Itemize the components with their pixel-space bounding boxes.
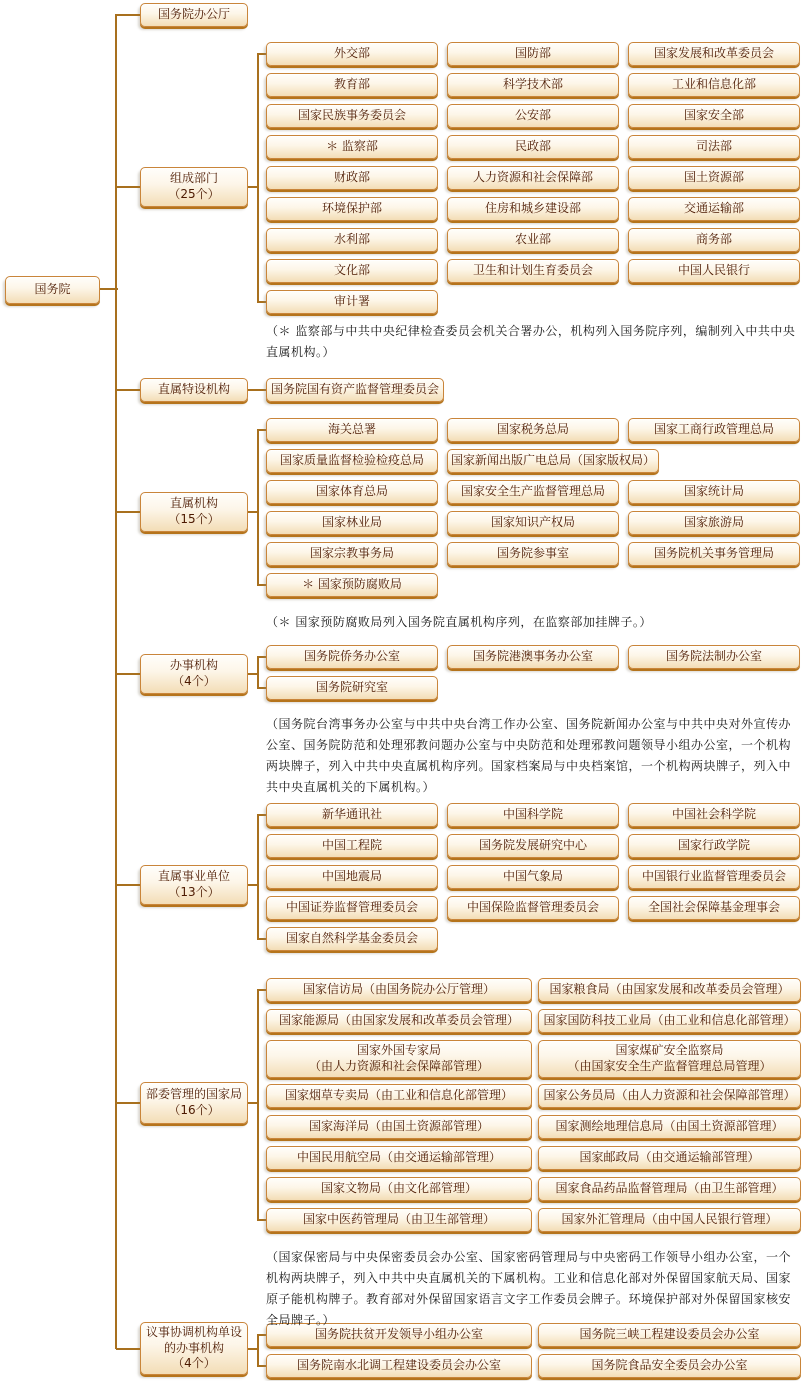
org-node-zhishu-3	[628, 418, 800, 442]
org-node-buwei-14-text: 国家食品药品监督管理局（由卫生部管理）	[555, 1181, 784, 1196]
org-node-zucheng-3	[628, 42, 800, 66]
org-node-zucheng-5-text: 科学技术部	[502, 77, 563, 92]
org-node-buwei-15-text: 国家中医药管理局（由卫生部管理）	[302, 1212, 495, 1227]
org-node-zucheng-23	[447, 259, 619, 283]
footnote-note3: （国务院台湾事务办公室与中共中央台湾工作办公室、国务院新闻办公室与中共中央对外宣传办公室、国务院防范和处理邪教问题办公室与中央防范和处理邪教问题领导小组办公室，一个机构两块牌子，列入中共中央直属机构序列。国家档案局与中央档案馆，一个机构两块牌子，列入中共中央直属机关的下属机构。）	[266, 717, 792, 794]
org-node-zhishu-8	[628, 480, 800, 504]
org-node-zucheng-9-text: 国家安全部	[683, 108, 744, 123]
org-node-zucheng-14	[447, 166, 619, 190]
org-node-buwei-8-text: 国家公务员局（由人力资源和社会保障部管理）	[543, 1088, 796, 1103]
org-node-zhishu-9-text: 国家林业局	[321, 515, 382, 530]
org-node-zhishu-14-text: 国务院机关事务管理局	[653, 546, 774, 561]
branch-label-zucheng	[140, 167, 248, 207]
bracket-line-shiye	[257, 814, 259, 940]
org-node-yishi-3-text: 国务院南水北调工程建设委员会办公室	[296, 1358, 501, 1373]
org-node-zhishu-13-text: 国务院参事室	[496, 546, 569, 561]
org-node-shiye-12	[628, 896, 800, 920]
bracket-bottom-corner	[258, 938, 266, 940]
bracket-top-corner	[258, 53, 266, 55]
org-node-buwei-12-text: 国家邮政局（由交通运输部管理）	[579, 1150, 760, 1165]
org-node-shiye-3	[628, 803, 800, 827]
org-node-zucheng-23-text: 卫生和计划生育委员会	[472, 263, 593, 278]
branch-label-banshi-text: （4个）	[172, 674, 216, 688]
bracket-bottom-corner	[258, 584, 266, 586]
branch-label-teshe-text: 直属特设机构	[157, 382, 230, 397]
org-node-zucheng-17	[447, 197, 619, 221]
org-node-zhishu-11	[628, 511, 800, 535]
org-node-shiye-10-text: 中国证券监督管理委员会	[285, 900, 418, 915]
org-node-zucheng-17-text: 住房和城乡建设部	[484, 201, 581, 216]
branch-label-zucheng-text: 组成部门	[169, 171, 218, 186]
bracket-top-corner	[258, 656, 266, 658]
branch-label-yishi-text: 议事协调机构单设的办事机构	[145, 1324, 242, 1355]
org-node-zucheng-22	[266, 259, 438, 283]
org-node-shiye-5-text: 国务院发展研究中心	[478, 838, 587, 853]
branch-stub-shiye	[116, 884, 140, 886]
org-node-buwei-5-text: （由人力资源和社会保障部管理）	[308, 1059, 489, 1073]
org-node-zucheng-16	[266, 197, 438, 221]
org-node-zucheng-24	[628, 259, 800, 283]
org-node-shiye-9	[628, 865, 800, 889]
branch-stub-teshe	[116, 389, 140, 391]
branch-label-shiye-text: （13个）	[168, 885, 220, 899]
org-node-zucheng-11	[447, 135, 619, 159]
bracket-top-corner	[258, 989, 266, 991]
org-node-zucheng-7	[266, 104, 438, 128]
branch-label-zhishu-text: （15个）	[168, 512, 220, 526]
footnote-note4: （国家保密局与中央保密委员会办公室、国家密码管理局与中央密码工作领导小组办公室，一个机构两块牌子，列入中共中央直属机关的下属机构。工业和信息化部对外保留国家航天局、国家原子能机构牌子。教育部对外保留国家语言文字工作委员会牌子。环境保护部对外保留国家核安全局牌子。）	[266, 1250, 792, 1327]
root-node-text: 国务院	[34, 282, 71, 297]
org-node-zhishu-2-text: 国家税务总局	[496, 422, 569, 437]
org-node-banshi-1	[266, 645, 438, 669]
org-node-zucheng-21-text: 商务部	[695, 232, 732, 247]
org-node-zucheng-10-text: ＊ 监察部	[326, 139, 378, 154]
bracket-top-corner	[258, 1334, 266, 1336]
org-node-zhishu-5	[447, 449, 659, 473]
org-node-buwei-9-text: 国家海洋局（由国土资源部管理）	[308, 1119, 489, 1134]
org-node-buwei-11-text: 中国民用航空局（由交通运输部管理）	[296, 1150, 501, 1165]
org-node-zhishu-10	[447, 511, 619, 535]
bracket-bottom-corner	[258, 301, 266, 303]
org-node-shiye-3-text: 中国社会科学院	[671, 807, 756, 822]
branch-stub-yishi	[116, 1348, 140, 1350]
org-node-zhishu-6-text: 国家体育总局	[315, 484, 388, 499]
org-node-shiye-5	[447, 834, 619, 858]
bracket-top-corner	[258, 814, 266, 816]
org-node-zucheng-15	[628, 166, 800, 190]
org-node-zucheng-8	[447, 104, 619, 128]
bracket-bottom-corner	[258, 1219, 266, 1221]
org-node-zucheng-20-text: 农业部	[514, 232, 551, 247]
org-node-buwei-4	[538, 1009, 801, 1033]
org-node-buwei-12	[538, 1146, 801, 1170]
org-node-zucheng-1	[266, 42, 438, 66]
org-node-buwei-9	[266, 1115, 532, 1139]
org-node-buwei-3-text: 国家能源局（由国家发展和改革委员会管理）	[278, 1013, 519, 1028]
org-node-banshi-4-text: 国务院研究室	[315, 680, 388, 695]
org-node-zhishu-4-text: 国家质量监督检验检疫总局	[279, 453, 424, 468]
org-node-shiye-6	[628, 834, 800, 858]
org-node-zucheng-4	[266, 73, 438, 97]
org-node-zucheng-4-text: 教育部	[333, 77, 370, 92]
org-node-zucheng-21	[628, 228, 800, 252]
org-node-shiye-4	[266, 834, 438, 858]
org-node-buwei-10	[538, 1115, 801, 1139]
org-node-zucheng-13	[266, 166, 438, 190]
bracket-line-zucheng	[257, 53, 259, 303]
org-node-zhishu-12	[266, 542, 438, 566]
org-node-zucheng-14-text: 人力资源和社会保障部	[472, 170, 593, 185]
org-node-zucheng-19	[266, 228, 438, 252]
org-node-teshe-1-text: 国务院国有资产监督管理委员会	[270, 382, 439, 397]
branch-label-shiye-text: 直属事业单位	[157, 869, 230, 884]
org-node-banshi-1-text: 国务院侨务办公室	[303, 649, 400, 664]
org-node-zhishu-12-text: 国家宗教事务局	[309, 546, 394, 561]
org-node-zhishu-2	[447, 418, 619, 442]
org-node-buwei-10-text: 国家测绘地理信息局（由国土资源部管理）	[555, 1119, 784, 1134]
branch-label-yishi	[140, 1322, 248, 1375]
org-node-shiye-9-text: 中国银行业监督管理委员会	[641, 869, 786, 884]
org-node-zucheng-22-text: 文化部	[333, 263, 370, 278]
org-node-zucheng-11-text: 民政部	[514, 139, 551, 154]
org-node-banshi-4	[266, 676, 438, 700]
org-node-buwei-7	[266, 1084, 532, 1108]
org-node-shiye-1-text: 新华通讯社	[321, 807, 382, 822]
bracket-bottom-corner	[258, 1365, 266, 1367]
org-node-banshi-2	[447, 645, 619, 669]
org-node-buwei-2-text: 国家粮食局（由国家发展和改革委员会管理）	[549, 982, 790, 997]
org-node-shiye-13-text: 国家自然科学基金委员会	[285, 931, 418, 946]
org-node-zhishu-5-text: 国家新闻出版广电总局（国家版权局）	[451, 453, 656, 468]
bracket-bottom-corner	[258, 687, 266, 689]
org-node-buwei-5-text: 国家外国专家局	[356, 1043, 441, 1058]
org-node-buwei-5	[266, 1040, 532, 1078]
org-node-zucheng-18	[628, 197, 800, 221]
org-node-zucheng-10	[266, 135, 438, 159]
org-node-zhishu-13	[447, 542, 619, 566]
org-node-zucheng-5	[447, 73, 619, 97]
org-node-zhishu-9	[266, 511, 438, 535]
org-node-buwei-13-text: 国家文物局（由文化部管理）	[320, 1181, 477, 1196]
bracket-line-yishi	[257, 1334, 259, 1367]
org-node-yishi-2-text: 国务院三峡工程建设委员会办公室	[579, 1327, 760, 1342]
child-stub-teshe	[248, 389, 266, 391]
org-node-zhishu-6	[266, 480, 438, 504]
org-node-yishi-1-text: 国务院扶贫开发领导小组办公室	[314, 1327, 483, 1342]
org-node-zhishu-8-text: 国家统计局	[683, 484, 744, 499]
org-node-teshe-1	[266, 378, 444, 402]
org-node-shiye-2-text: 中国科学院	[502, 807, 563, 822]
org-node-zucheng-1-text: 外交部	[333, 46, 370, 61]
org-node-shiye-11	[447, 896, 619, 920]
branch-label-bangongting	[140, 3, 248, 27]
org-node-zhishu-14	[628, 542, 800, 566]
org-node-buwei-7-text: 国家烟草专卖局（由工业和信息化部管理）	[284, 1088, 513, 1103]
branch-label-zucheng-text: （25个）	[168, 187, 220, 201]
org-node-shiye-1	[266, 803, 438, 827]
org-node-zucheng-2-text: 国防部	[514, 46, 551, 61]
branch-stub-bangongting	[116, 14, 140, 16]
org-node-zhishu-7	[447, 480, 619, 504]
org-node-zucheng-9	[628, 104, 800, 128]
org-node-zucheng-2	[447, 42, 619, 66]
org-node-zhishu-1	[266, 418, 438, 442]
org-node-shiye-12-text: 全国社会保障基金理事会	[647, 900, 780, 915]
branch-label-buwei-text: （16个）	[168, 1103, 220, 1117]
branch-label-zhishu-text: 直属机构	[169, 496, 218, 511]
trunk-line	[115, 14, 117, 1349]
org-node-buwei-6-text: 国家煤矿安全监察局	[615, 1043, 724, 1058]
org-node-zhishu-3-text: 国家工商行政管理总局	[653, 422, 774, 437]
org-node-buwei-14	[538, 1177, 801, 1201]
org-node-buwei-4-text: 国家国防科技工业局（由工业和信息化部管理）	[543, 1013, 796, 1028]
org-node-banshi-2-text: 国务院港澳事务办公室	[472, 649, 593, 664]
org-node-zhishu-4	[266, 449, 438, 473]
branch-stub-banshi	[116, 673, 140, 675]
org-node-buwei-13	[266, 1177, 532, 1201]
org-node-zucheng-25	[266, 290, 438, 314]
org-node-buwei-2	[538, 978, 801, 1002]
branch-stub-zhishu	[116, 511, 140, 513]
bracket-line-banshi	[257, 656, 259, 689]
org-node-buwei-3	[266, 1009, 532, 1033]
org-node-buwei-16-text: 国家外汇管理局（由中国人民银行管理）	[561, 1212, 778, 1227]
org-node-zucheng-13-text: 财政部	[333, 170, 370, 185]
org-node-zucheng-19-text: 水利部	[333, 232, 370, 247]
org-node-zhishu-10-text: 国家知识产权局	[490, 515, 575, 530]
org-node-shiye-6-text: 国家行政学院	[677, 838, 750, 853]
org-node-banshi-3	[628, 645, 800, 669]
org-node-zhishu-11-text: 国家旅游局	[683, 515, 744, 530]
org-node-buwei-6-text: （由国家安全生产监督管理总局管理）	[567, 1059, 772, 1073]
branch-label-buwei-text: 部委管理的国家局	[145, 1087, 242, 1102]
org-node-buwei-16	[538, 1208, 801, 1232]
org-node-banshi-3-text: 国务院法制办公室	[665, 649, 762, 664]
branch-label-banshi	[140, 654, 248, 694]
branch-label-buwei	[140, 1082, 248, 1124]
branch-label-shiye	[140, 865, 248, 905]
org-node-buwei-1-text: 国家信访局（由国务院办公厅管理）	[302, 982, 495, 997]
org-node-shiye-8-text: 中国气象局	[502, 869, 563, 884]
org-node-zucheng-16-text: 环境保护部	[321, 201, 382, 216]
org-node-zucheng-12-text: 司法部	[695, 139, 732, 154]
org-node-buwei-15	[266, 1208, 532, 1232]
org-node-zucheng-20	[447, 228, 619, 252]
branch-label-teshe	[140, 378, 248, 402]
org-node-zucheng-6-text: 工业和信息化部	[671, 77, 756, 92]
org-node-zhishu-1-text: 海关总署	[327, 422, 376, 437]
org-node-buwei-8	[538, 1084, 801, 1108]
root-node	[5, 276, 100, 304]
org-node-shiye-4-text: 中国工程院	[321, 838, 382, 853]
branch-stub-zucheng	[116, 186, 140, 188]
bracket-top-corner	[258, 429, 266, 431]
org-node-zucheng-8-text: 公安部	[514, 108, 551, 123]
org-node-zucheng-15-text: 国土资源部	[683, 170, 744, 185]
org-node-zhishu-15-text: ＊ 国家预防腐败局	[302, 577, 402, 592]
org-node-shiye-7	[266, 865, 438, 889]
org-node-shiye-7-text: 中国地震局	[321, 869, 382, 884]
branch-label-bangongting-text: 国务院办公厅	[157, 7, 230, 22]
org-node-yishi-4-text: 国务院食品安全委员会办公室	[591, 1358, 748, 1373]
org-node-yishi-3	[266, 1354, 532, 1378]
footnote-note2: （＊ 国家预防腐败局列入国务院直属机构序列，在监察部加挂牌子。）	[266, 615, 652, 629]
org-node-zucheng-6	[628, 73, 800, 97]
branch-stub-buwei	[116, 1102, 140, 1104]
org-node-zhishu-7-text: 国家安全生产监督管理总局	[460, 484, 605, 499]
org-node-shiye-8	[447, 865, 619, 889]
footnote-note1: （＊ 监察部与中共中央纪律检查委员会机关合署办公，机构列入国务院序列，编制列入中共中央直属机构。）	[266, 324, 796, 359]
org-node-zhishu-15	[266, 573, 438, 597]
org-node-zucheng-18-text: 交通运输部	[683, 201, 744, 216]
org-node-shiye-2	[447, 803, 619, 827]
org-node-shiye-13	[266, 927, 438, 951]
org-node-buwei-1	[266, 978, 532, 1002]
branch-label-yishi-text: （4个）	[172, 1356, 216, 1371]
org-node-shiye-10	[266, 896, 438, 920]
org-node-zucheng-3-text: 国家发展和改革委员会	[653, 46, 774, 61]
org-node-zucheng-7-text: 国家民族事务委员会	[297, 108, 406, 123]
org-node-buwei-11	[266, 1146, 532, 1170]
org-node-buwei-6	[538, 1040, 801, 1078]
org-node-zucheng-12	[628, 135, 800, 159]
org-node-zucheng-24-text: 中国人民银行	[677, 263, 750, 278]
org-node-yishi-4	[538, 1354, 801, 1378]
bracket-line-buwei	[257, 989, 259, 1221]
branch-label-zhishu	[140, 492, 248, 532]
bracket-line-zhishu	[257, 429, 259, 586]
org-node-shiye-11-text: 中国保险监督管理委员会	[466, 900, 599, 915]
branch-label-banshi-text: 办事机构	[169, 658, 218, 673]
org-node-zucheng-25-text: 审计署	[333, 294, 370, 309]
